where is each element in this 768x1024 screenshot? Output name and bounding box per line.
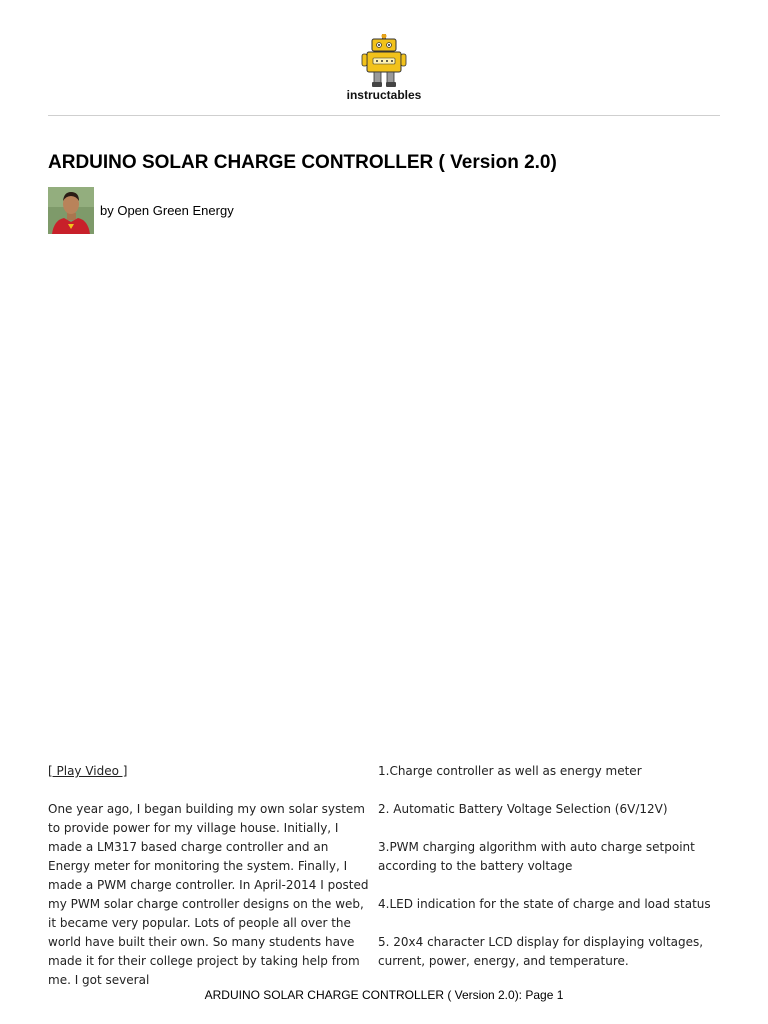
author-byline[interactable]: by Open Green Energy	[100, 203, 234, 218]
instructables-robot-logo[interactable]	[360, 34, 408, 88]
brand-name: instructables	[346, 88, 422, 102]
page-footer: ARDUINO SOLAR CHARGE CONTROLLER ( Version 2.0): Page 1	[0, 988, 768, 1003]
feature-item: 3.PWM charging algorithm with auto charge setpoint according to the battery voltage	[378, 840, 695, 873]
intro-paragraph: One year ago, I began building my own solar system to provide power for my village house. Initially, I made a LM317 based charge controller and an Energy meter for monitoring the system. Finally, I made a PWM charge controller. In April-2014 I posted my PWM solar charge controller designs on the web, it became very popular. Lots of people all over the world have built their own. So many students have made it for their college project by taking help from me. I got several	[48, 802, 369, 987]
page-title: ARDUINO SOLAR CHARGE CONTROLLER ( Version 2.0)	[48, 152, 557, 173]
article-column-right	[378, 762, 718, 990]
header-divider	[48, 115, 720, 116]
feature-item: 1.Charge controller as well as energy meter	[378, 764, 642, 778]
feature-item: 5. 20x4 character LCD display for displaying voltages, current, power, energy, and temperature.	[378, 935, 704, 968]
feature-item: 4.LED indication for the state of charge and load status	[378, 897, 711, 911]
play-video-link[interactable]: [ Play Video ]	[48, 764, 128, 778]
author-avatar[interactable]	[48, 187, 94, 234]
feature-item: 2. Automatic Battery Voltage Selection (6V/12V)	[378, 802, 668, 816]
article-column-left	[48, 762, 373, 1009]
